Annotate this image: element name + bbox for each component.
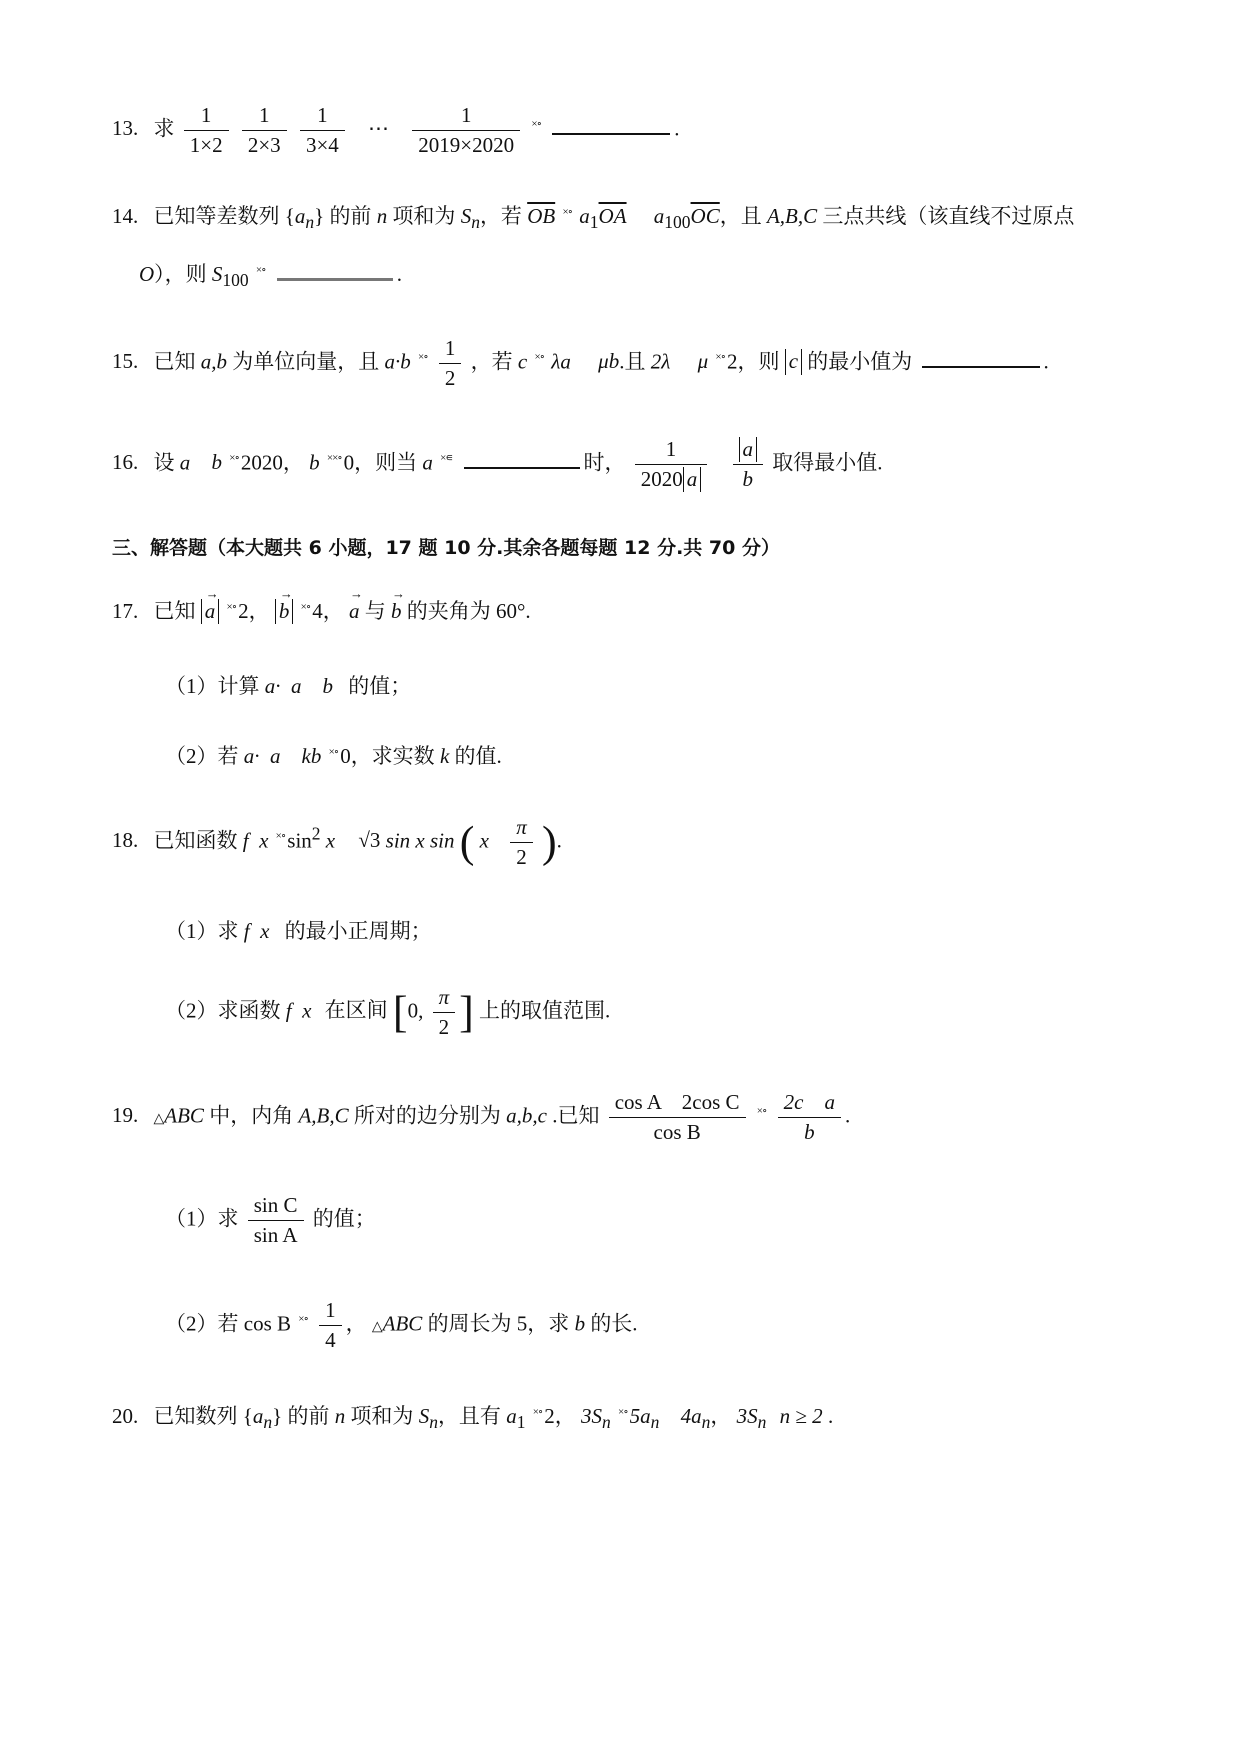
value: 2020 — [240, 450, 283, 475]
var-x: x — [479, 828, 489, 853]
function-f: f x — [243, 919, 270, 943]
bracket-close: ] — [459, 987, 474, 1037]
answer-blank[interactable] — [922, 366, 1040, 368]
sin-x-sin: sin x sin — [385, 828, 455, 853]
period: . — [844, 1103, 851, 1128]
text: 的夹角为 — [406, 599, 491, 623]
fraction-half: $\frac{1}{2}$ — [439, 336, 462, 391]
fraction-2c-a: $\frac{\text{2c a}}{b}$ — [778, 1090, 841, 1145]
text: 为单位向量，且 — [232, 349, 380, 374]
vector-OB: $\overline{OB}$ — [527, 204, 556, 228]
triangle-icon: △ — [371, 1319, 383, 1335]
angle: 60° — [495, 599, 526, 623]
vector-c: c — [517, 349, 528, 374]
sqrt-3: √3 — [358, 828, 381, 853]
question-14: 14. 已知等差数列 $\{a_n\}$ 的前 n 项和为 $S_n$，若 $\overline{OB}$ ×∘ $a_1\overline{OA}$ $a_{100}\overline{OC}$，且 A,B,C 三点共线（该直线不过原点 — [112, 204, 1075, 233]
text: ，且 — [719, 204, 762, 228]
two-lambda: 2λ — [650, 349, 671, 374]
question-lead: 求 — [153, 116, 175, 141]
abs-a: → a — [205, 599, 216, 624]
text: ，若 — [470, 349, 513, 374]
expression: a· a kb — [243, 744, 322, 768]
ellipsis: ⋯ — [368, 116, 390, 141]
brace-set: $\{a_n\}$ — [242, 1404, 283, 1433]
fraction-1: $\frac{1}{1\times 2}$ — [184, 103, 229, 158]
text: 中，内角 — [209, 1103, 294, 1128]
question-14-line-2: O），则 $S_{100}$ ×∘ . — [139, 262, 403, 291]
var-a100: a — [653, 204, 665, 228]
glyph-artifact-icon: ×∘ — [229, 452, 239, 465]
text: ， — [282, 450, 304, 475]
sin: sin — [287, 828, 312, 853]
glyph-artifact-icon: ×∘ — [532, 1406, 543, 1418]
part-label: （1）求 — [165, 919, 239, 943]
value: 0 — [340, 744, 351, 768]
part-label: （1）计算 — [165, 674, 260, 698]
text: 的前 — [329, 204, 372, 228]
var-a: a — [422, 450, 433, 475]
text: 设 — [153, 450, 175, 475]
question-number: 14. — [112, 204, 139, 228]
var-x: x — [325, 828, 336, 853]
mu-b: μb — [598, 349, 620, 374]
text: ，且有 — [437, 1404, 501, 1428]
fraction-3: $\frac{1}{3\times 4}$ — [300, 103, 345, 158]
text: .已知 — [552, 1103, 600, 1128]
text: 的前 — [287, 1404, 330, 1428]
glyph-artifact-icon: ×∘ — [618, 1406, 628, 1418]
text: 项和为 — [350, 1404, 414, 1428]
text: ， — [554, 1404, 576, 1428]
text: 所对的边分别为 — [353, 1103, 501, 1128]
glyph-artifact-icon: ×∘ — [562, 206, 573, 218]
question-number: 20. — [112, 1404, 139, 1428]
question-number: 19. — [112, 1103, 139, 1128]
paren-close: ) — [542, 817, 557, 867]
text: ，则 — [737, 349, 780, 374]
text: 的周长为 5，求 — [427, 1311, 570, 1336]
expr-3Sn: 3S — [736, 1404, 758, 1428]
var-S100: S — [211, 262, 223, 286]
section-heading: 三、解答题（本大题共 6 小题，17 题 10 分.其余各题每题 12 分.共 70 分） — [112, 537, 780, 559]
fraction-cos: $\frac{\text{cos A 2cos C}}{\text{cos B}}$ — [609, 1090, 746, 1145]
text: ），则 — [154, 262, 207, 286]
text: 三点共线（该直线不过原点 — [822, 204, 1075, 228]
text: 的长. — [590, 1311, 638, 1336]
text: 取得最小值. — [772, 450, 883, 475]
text: 已知 — [153, 349, 196, 374]
var-S: S — [460, 204, 472, 228]
part-label: （2）若 — [165, 1311, 239, 1336]
period: . — [1043, 349, 1049, 374]
fraction-2: $\frac{1}{2\times 3}$ — [242, 103, 287, 158]
value: 0 — [343, 450, 355, 475]
text: 已知数列 — [153, 1404, 238, 1428]
period: . — [556, 828, 562, 853]
question-20: 20. 已知数列 $\{a_n\}$ 的前 n 项和为 $S_n$，且有 $a_1$ ×∘2， $3S_n$ $^{\times\circ}5a_n$ $4a_n$， $3S_n$ n ≥ 2 . — [112, 1404, 834, 1433]
text: ，若 — [479, 204, 522, 228]
glyph-artifact-icon: ××∘ — [326, 452, 342, 465]
answer-blank[interactable] — [277, 278, 393, 281]
lambda-a: λa — [551, 349, 571, 374]
var-b: b — [309, 450, 320, 475]
glyph-artifact-icon: ×∘ — [328, 746, 339, 758]
mu: μ — [697, 349, 709, 374]
expression: a· a b — [264, 674, 333, 698]
expr-5an: 5a — [629, 1404, 651, 1428]
abs-b: → b — [279, 599, 290, 624]
text: ，则当 — [354, 450, 418, 475]
question-number: 18. — [112, 828, 139, 853]
glyph-artifact-icon: ×∘ — [715, 351, 725, 364]
text: 已知函数 — [153, 828, 238, 853]
text: 的值； — [348, 674, 412, 698]
text: 的最小正周期； — [284, 919, 432, 943]
question-number: 16. — [112, 450, 139, 475]
expr-4an: 4a — [680, 1404, 702, 1428]
vector-OC: $\overline{OC}$ — [690, 204, 720, 228]
expr-3Sn: 3S — [581, 1404, 603, 1428]
part-label: （2）若 — [165, 744, 239, 768]
fraction-sin: $\frac{\text{sin C}}{\text{sin A}}$ — [248, 1193, 304, 1248]
text: 的值； — [312, 1206, 376, 1231]
question-19-part-1 — [165, 1193, 376, 1248]
glyph-artifact-icon: ×∘ — [275, 830, 286, 843]
glyph-artifact-icon: ×∊ — [440, 452, 453, 465]
fraction-quarter: $\frac{1}{4}$ — [319, 1298, 342, 1353]
question-number: 13. — [112, 116, 139, 141]
var-a1: a — [579, 204, 590, 228]
text: ，求实数 — [350, 744, 435, 768]
paren-open: ( — [459, 817, 475, 867]
question-15 — [112, 336, 1049, 391]
fraction-2: $\frac{a}{b}$ — [733, 437, 764, 492]
glyph-artifact-icon: ×∘ — [255, 264, 266, 276]
text: .且 — [619, 349, 646, 374]
var-S: S — [418, 1404, 430, 1428]
question-18-part-2 — [165, 985, 610, 1040]
var-a: a — [179, 450, 191, 475]
question-19 — [112, 1090, 850, 1145]
text: 与 — [364, 599, 386, 623]
points-ABC: A,B,C — [766, 204, 818, 228]
value: 2 — [726, 349, 738, 374]
cos-B: cos B — [243, 1311, 291, 1336]
text: 项和为 — [392, 204, 456, 228]
answer-blank[interactable] — [552, 133, 670, 135]
value: 2 — [238, 599, 249, 623]
part-label: （2）求函数 — [165, 998, 281, 1023]
glyph-artifact-icon: ×∘ — [531, 118, 541, 131]
glyph-artifact-icon: ×∘ — [534, 351, 545, 364]
question-18-part-1 — [165, 915, 432, 945]
period: . — [525, 599, 531, 623]
text: 已知等差数列 — [153, 204, 280, 228]
glyph-artifact-icon: ×∘ — [418, 351, 428, 364]
answer-blank[interactable] — [464, 467, 580, 469]
var-O: O — [139, 262, 155, 286]
glyph-artifact-icon: ×∘ — [226, 601, 237, 613]
brace-set: $\{a_n\}$ — [284, 204, 325, 233]
question-17-part-2 — [165, 740, 502, 770]
question-17-part-1 — [165, 670, 411, 700]
var-k: k — [439, 744, 450, 768]
question-19-part-2 — [165, 1298, 638, 1353]
fraction-pi-2: $\frac{\pi}{2}$ — [510, 815, 533, 870]
question-number: 17. — [112, 599, 139, 623]
glyph-artifact-icon: ×∘ — [298, 1313, 308, 1326]
text: 已知 — [153, 599, 196, 623]
var-b: b — [574, 1311, 586, 1336]
function-f: f x — [285, 998, 312, 1023]
var-n: n — [334, 1404, 346, 1428]
period: . — [674, 116, 680, 141]
dot-product: a·b — [384, 349, 411, 374]
text: 的最小值为 — [807, 349, 913, 374]
angles-ABC: A,B,C — [298, 1103, 349, 1128]
triangle-ABC: ABC — [164, 1103, 204, 1128]
function-f: f x — [242, 828, 269, 853]
sides-abc: a,b,c — [506, 1103, 547, 1128]
fraction-pi-2: $\frac{\pi}{2}$ — [433, 985, 456, 1040]
text: ， — [345, 1311, 367, 1336]
triangle-icon: △ — [153, 1111, 165, 1127]
period: . — [827, 1404, 834, 1428]
question-18: 18. 已知函数 f x $^{\times\circ}\sin^2$ x √3 sin x sin ( x $\frac{\pi}{2}$ ). — [112, 815, 562, 869]
vectors-a-b: a,b — [200, 349, 227, 374]
question-13 — [112, 103, 679, 158]
question-number: 15. — [112, 349, 139, 374]
value: 2 — [544, 1404, 555, 1428]
value: 0, — [407, 998, 424, 1023]
question-17: 17. 已知 → a ×∘2， → b ×∘4， → a 与 → b 的夹角为 60°. — [112, 595, 531, 625]
question-16 — [112, 437, 883, 492]
glyph-artifact-icon: ×∘ — [756, 1105, 767, 1118]
text: ， — [710, 1404, 732, 1428]
value: 4 — [312, 599, 323, 623]
fraction-1: $\frac{1}{2020 a}$ — [635, 437, 708, 492]
text: ， — [322, 599, 344, 623]
var-b: b — [211, 450, 222, 475]
triangle-ABC: ABC — [382, 1311, 423, 1336]
condition: n ≥ 2 — [779, 1404, 823, 1428]
period: . — [396, 262, 403, 286]
glyph-artifact-icon: ×∘ — [300, 601, 311, 613]
abs-c: c — [785, 349, 802, 374]
text: 的值. — [454, 744, 502, 768]
text: 时， — [583, 450, 626, 475]
var-a1: a — [506, 1404, 517, 1428]
vector-OA: $\overline{OA}$ — [598, 204, 627, 228]
var-n: n — [376, 204, 388, 228]
text: 在区间 — [324, 998, 388, 1023]
vector-a: → a — [349, 599, 360, 624]
vector-b: → b — [391, 599, 402, 624]
part-label: （1）求 — [165, 1206, 239, 1231]
text: 上的取值范围. — [479, 998, 611, 1023]
bracket-open: [ — [392, 987, 408, 1037]
fraction-4: $\frac{1}{2019\times 2020}$ — [412, 103, 520, 158]
